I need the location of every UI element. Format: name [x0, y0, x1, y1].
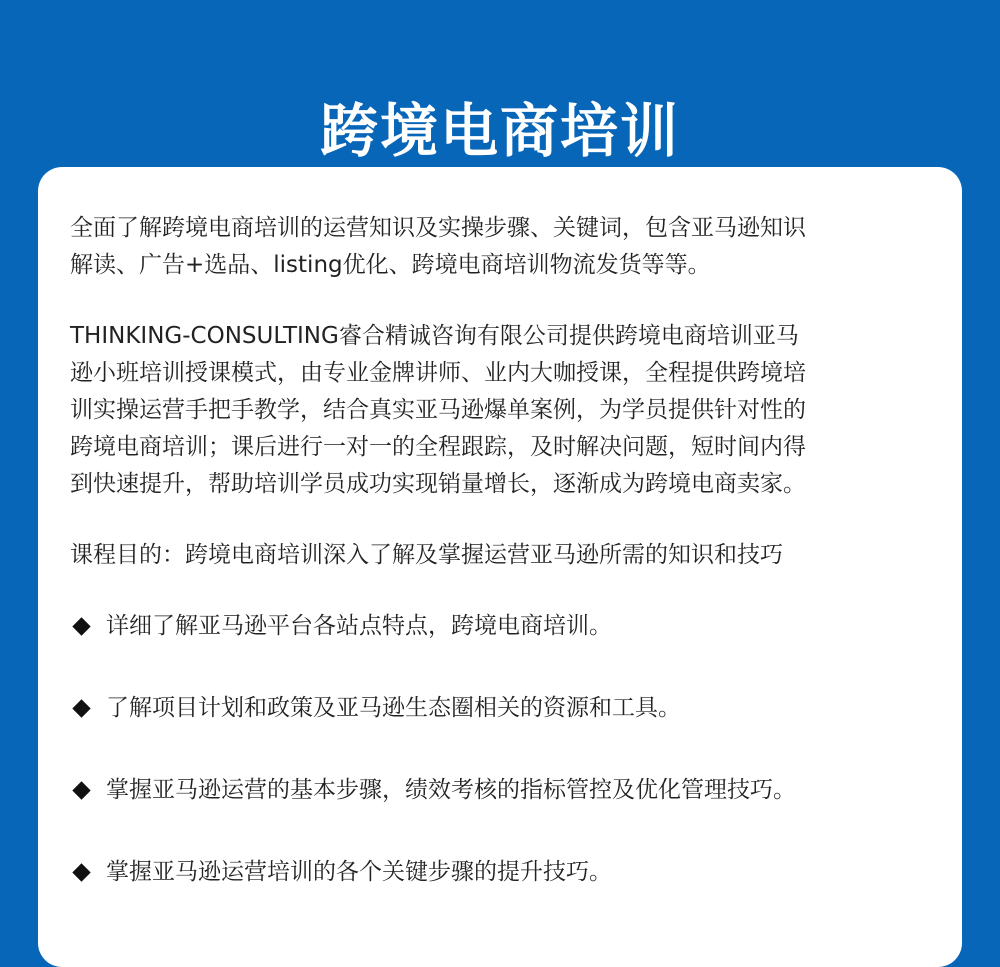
intro-paragraph: 全面了解跨境电商培训的运营知识及实操步骤、关键词，包含亚马逊知识 解读、广告+选品、listing优化、跨境电商培训物流发货等等。 [70, 215, 806, 278]
objective-text: 掌握亚马逊运营培训的各个关键步骤的提升技巧。 [106, 859, 612, 885]
course-purpose: 课程目的：跨境电商培训深入了解及掌握运营亚马逊所需的知识和技巧 [70, 542, 783, 568]
objective-list [70, 608, 940, 891]
page-title: 跨境电商培训 [319, 96, 680, 165]
diamond-icon [72, 617, 90, 635]
diamond-icon [72, 863, 90, 881]
company-paragraph: THINKING-CONSULTING睿合精诚咨询有限公司提供跨境电商培训亚马 逊小班培训授课模式，由专业金牌讲师、业内大咖授课，全程提供跨境培 训实操运营手把手教学，结合真实亚马逊爆单案例，为学员提供针对性的 跨境电商培训；课后进行一对一的全程跟踪，及时解决问题，短时间内得 到快速提升，帮助培训学员成功实现销量增长，逐渐成为跨境电商卖家。 [70, 323, 806, 497]
objective-item [70, 608, 940, 645]
diamond-icon [72, 781, 90, 799]
objective-text: 掌握亚马逊运营的基本步骤，绩效考核的指标管控及优化管理技巧。 [106, 777, 796, 803]
objective-item [70, 854, 940, 891]
course-description [70, 210, 940, 891]
objective-item [70, 690, 940, 727]
objective-text: 了解项目计划和政策及亚马逊生态圈相关的资源和工具。 [106, 695, 681, 721]
diamond-icon [72, 699, 90, 717]
objective-item [70, 772, 940, 809]
objective-text: 详细了解亚马逊平台各站点特点，跨境电商培训。 [106, 613, 612, 639]
